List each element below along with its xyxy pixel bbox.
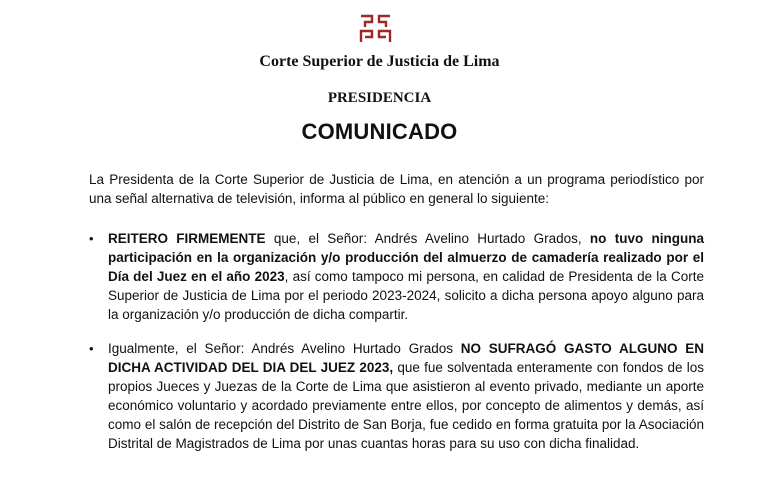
office-name: PRESIDENCIA	[327, 90, 432, 106]
document-title: COMUNICADO	[301, 119, 458, 144]
statement-emphasis: NO SUFRAGÓ GASTO ALGUNO EN DICHA ACTIVIDAD DEL DIA DEL JUEZ 2023,	[108, 341, 704, 375]
reitero-text: REITERO FIRMEMENTE	[108, 231, 266, 246]
statement-list	[89, 229, 704, 468]
bullet-icon: •	[89, 231, 94, 246]
statement-text: , así como tampoco mi persona, en calidad de Presidenta de la Corte Superior de Justicia de Lima por el periodo 2023-2024, solicito a dicha persona apoyo alguno para la organización y/o producción de dicha compartir.	[108, 269, 704, 322]
statement-text: Igualmente, el Señor: Andrés Avelino Hurtado Grados	[108, 341, 461, 356]
statement-emphasis: no tuvo ninguna participación en la organización y/o producción del almuerzo de camadería realizado por el Día del Juez en el año 2023	[108, 231, 704, 284]
statement-text: que fue solventada enteramente con fondos de los propios Jueces y Juezas de la Corte de Lima que asistieron al evento privado, mediante un aporte económico voluntario y acordado previamente entre ellos, por concepto de alimentos y demás, así como el salón de recepción del Distrito de San Borja, fue cedido en forma gratuita por la Asociación Distrital de Magistrados de Lima por unas cuantas horas para su uso con dicha finalidad.	[108, 360, 704, 451]
bullet-icon: •	[89, 341, 94, 356]
intro-paragraph: La Presidenta de la Corte Superior de Justicia de Lima, en atención a un programa periodístico por una señal alternativa de televisión, informa al público en general lo siguiente:	[89, 172, 704, 206]
statement-text: que, el Señor: Andrés Avelino Hurtado Grados,	[265, 231, 590, 246]
judiciary-logo	[359, 14, 392, 44]
court-name: Corte Superior de Justicia de Lima	[259, 53, 500, 70]
list-item	[89, 339, 704, 453]
list-item	[89, 229, 704, 324]
